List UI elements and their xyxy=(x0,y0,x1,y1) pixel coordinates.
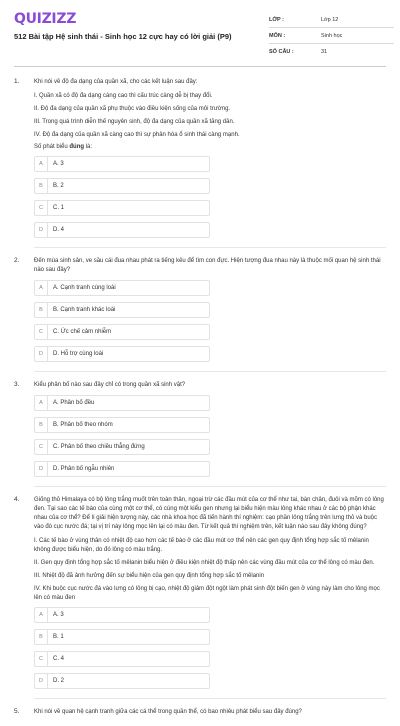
option-a[interactable] xyxy=(34,280,210,296)
statement: II. Độ đa dạng của quần xã phụ thuộc vào điều kiện sống của môi trường. xyxy=(34,106,231,112)
question-text: Khi nói về quan hệ cạnh tranh giữa các cá thể trong quần thể, có bao nhiêu phát biểu sau đây đúng? xyxy=(34,709,302,715)
options xyxy=(34,280,386,362)
prompt-post: là: xyxy=(84,144,93,150)
statement: III. Nhiệt độ đã ảnh hưởng đến sự biểu hiện của gen quy định tổng hợp sắc tố mêlanin xyxy=(34,573,265,579)
statement: I. Các tế bào ở vùng thân có nhiệt độ cao hơn các tế bào ở các đầu mút cơ thể nên các gen quy định tổng hợp sắc tố mêlanin không được biểu hiện, do đó lông có màu trắng. xyxy=(34,538,369,553)
question-text: Đến mùa sinh sản, ve sầu cái đua nhau phát ra tiếng kêu để tìm con đực. Hiện tượng đua nhau này là thuộc mối quan hệ sinh thái nào sau đây? xyxy=(34,258,381,273)
meta-row-class xyxy=(269,12,394,28)
options xyxy=(34,156,386,238)
document-header xyxy=(14,10,386,60)
option-d[interactable] xyxy=(34,461,210,477)
option-c[interactable] xyxy=(34,200,210,216)
option-text: D. Phân bố ngẫu nhiên xyxy=(53,466,115,472)
option-b[interactable] xyxy=(34,302,210,318)
statement: I. Quần xã có độ đa dạng càng cao thì cấu trúc càng dễ bị thay đổi. xyxy=(34,93,213,99)
option-c[interactable] xyxy=(34,324,210,340)
option-d[interactable] xyxy=(34,222,210,238)
question-3 xyxy=(14,381,386,487)
option-c[interactable] xyxy=(34,439,210,455)
question-number: 2. xyxy=(14,257,20,264)
option-text: C. 1 xyxy=(53,205,65,211)
option-letter: D xyxy=(35,347,48,361)
option-text: D. Hỗ trợ cùng loài xyxy=(53,351,104,357)
question-divider xyxy=(34,486,386,487)
document-title: 512 Bài tập Hệ sinh thái - Sinh học 12 cực hay có lời giải (P9) xyxy=(14,32,232,41)
option-text: D. 4 xyxy=(53,227,65,233)
option-letter: A xyxy=(35,281,48,295)
option-letter: D xyxy=(35,674,48,688)
option-text: B. Phân bố theo nhóm xyxy=(53,422,113,428)
option-letter: B xyxy=(35,630,48,644)
prompt-pre: Số phát biểu xyxy=(34,144,70,150)
option-letter: A xyxy=(35,608,48,622)
option-letter: B xyxy=(35,179,48,193)
meta-key: SỐ CÂU : xyxy=(269,48,294,55)
option-a[interactable] xyxy=(34,156,210,172)
options xyxy=(34,607,386,689)
option-text: A. Phân bố đều xyxy=(53,400,95,406)
header-divider xyxy=(14,66,386,67)
statement: III. Trong quá trình diễn thế nguyên sinh, độ đa dạng của quần xã tăng dần. xyxy=(34,119,235,125)
meta-value: Lớp 12 xyxy=(321,16,339,23)
option-b[interactable] xyxy=(34,629,210,645)
meta-value: Sinh học xyxy=(321,32,343,39)
question-divider xyxy=(34,371,386,372)
question-number: 3. xyxy=(14,381,20,388)
option-text: C. Phân bố theo chiều thẳng đứng xyxy=(53,444,145,450)
option-letter: A xyxy=(35,157,48,171)
question-number: 4. xyxy=(14,496,20,503)
statement: II. Gen quy định tổng hợp sắc tố mêlanin biểu hiện ở điều kiện nhiệt độ thấp nên các vùng đầu mút của cơ thể lông có màu đen. xyxy=(34,560,375,566)
option-letter: C xyxy=(35,440,48,454)
option-text: B. Cạnh tranh khác loài xyxy=(53,307,116,313)
question-number: 5. xyxy=(14,708,20,715)
question-list xyxy=(14,78,386,726)
option-text: C. 4 xyxy=(53,656,65,662)
question-text: Giống thỏ Himalaya có bộ lông trắng muốt trên toàn thân, ngoại trừ các đầu mút của cơ thể như tai, bàn chân, đuôi và mõm có lông đen. Tại sao các tế bào của cùng một cơ thể, có cùng một kiểu gen nhưng lại biểu hiện màu lông khác nhau ở các bộ phận khác nhau của cơ thể? Để lí giải hiện tượng này, các nhà khoa học đã tiến hành thí nghiệm: cạo phần lông trắng trên lưng thỏ và buộc vào đó cục nước đá; tại vị trí này lông mọc lên lại có màu đen. Từ kết quả thí nghiệm trên, kết luận nào sau đây không đúng? xyxy=(34,497,384,530)
option-a[interactable] xyxy=(34,607,210,623)
option-c[interactable] xyxy=(34,651,210,667)
meta-value: 31 xyxy=(321,48,328,55)
prompt-emphasis: đúng xyxy=(69,144,85,150)
question-text: Khi nói về độ đa dạng của quần xã, cho các kết luận sau đây: xyxy=(34,79,198,85)
option-text: C. Ức chế cảm nhiễm xyxy=(53,329,112,335)
option-b[interactable] xyxy=(34,178,210,194)
option-letter: B xyxy=(35,303,48,317)
option-letter: C xyxy=(35,201,48,215)
question-1 xyxy=(14,78,386,248)
question-divider xyxy=(34,698,386,699)
meta-key: LỚP : xyxy=(269,16,284,23)
option-d[interactable] xyxy=(34,346,210,362)
option-text: B. 1 xyxy=(53,634,64,640)
question-text: Kiểu phân bố nào sau đây chỉ có trong quần xã sinh vật? xyxy=(34,382,186,388)
question-4 xyxy=(14,496,386,699)
option-text: B. 2 xyxy=(53,183,64,189)
quizizz-logo: QUIZIZZ xyxy=(14,11,77,27)
question-prompt xyxy=(34,144,386,150)
option-text: A. 3 xyxy=(53,612,64,618)
meta-key: MÔN : xyxy=(269,32,286,39)
meta-row-count xyxy=(269,44,394,59)
option-letter: A xyxy=(35,396,48,410)
question-divider xyxy=(34,247,386,248)
option-d[interactable] xyxy=(34,673,210,689)
question-5 xyxy=(14,708,386,717)
statement: IV. Khi buộc cục nước đá vào lưng có lông bị cạo, nhiệt độ giảm đột ngột làm phát sinh đột biến gen ở vùng này làm cho lông mọc lên có màu đen xyxy=(34,586,380,601)
question-2 xyxy=(14,257,386,372)
options xyxy=(34,395,386,477)
option-text: A. 3 xyxy=(53,161,64,167)
option-b[interactable] xyxy=(34,417,210,433)
option-letter: D xyxy=(35,223,48,237)
option-text: D. 2 xyxy=(53,678,65,684)
option-a[interactable] xyxy=(34,395,210,411)
meta-table xyxy=(269,12,394,59)
option-letter: B xyxy=(35,418,48,432)
option-letter: C xyxy=(35,652,48,666)
meta-row-subject xyxy=(269,28,394,44)
option-letter: D xyxy=(35,462,48,476)
question-number: 1. xyxy=(14,78,20,85)
option-text: A. Cạnh tranh cùng loài xyxy=(53,285,116,291)
option-letter: C xyxy=(35,325,48,339)
statement: IV. Độ đa dạng của quần xã càng cao thì sự phân hóa ổ sinh thái càng mạnh. xyxy=(34,132,240,138)
